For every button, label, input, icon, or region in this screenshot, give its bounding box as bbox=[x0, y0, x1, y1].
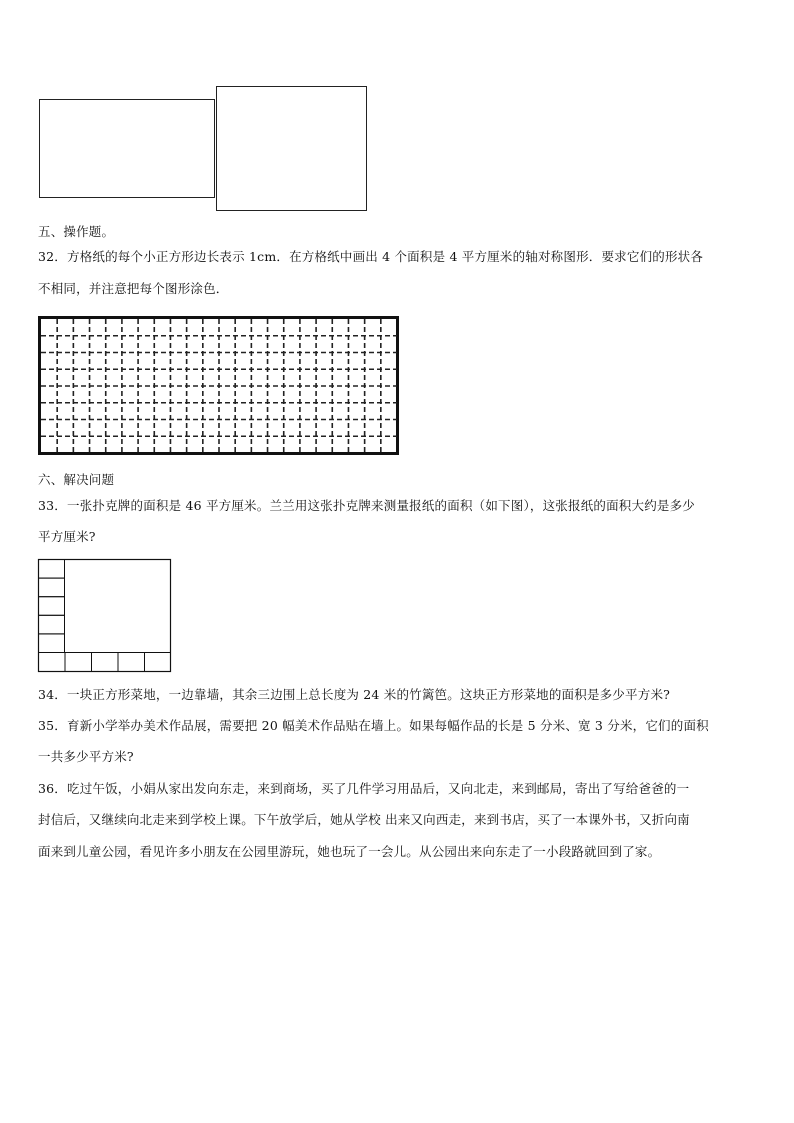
grid-paper bbox=[38, 316, 400, 456]
playing-card bbox=[92, 653, 119, 672]
newspaper-measure-diagram bbox=[38, 559, 172, 673]
question-35-line-1: 35．育新小学举办美术作品展，需要把 20 幅美术作品贴在墙上。如果每幅作品的长是 5 分米、宽 3 分米，它们的面积 bbox=[38, 718, 709, 733]
question-32-line-2: 不相同，并注意把每个图形涂色． bbox=[38, 281, 229, 296]
playing-card bbox=[145, 653, 171, 672]
question-32-line-1: 32．方格纸的每个小正方形边长表示 1cm．在方格纸中画出 4 个面积是 4 平方厘米的轴对称图形．要求它们的形状各 bbox=[38, 249, 704, 264]
playing-card bbox=[39, 653, 66, 672]
question-33-line-2: 平方厘米? bbox=[38, 529, 96, 544]
question-34-line-1: 34．一块正方形菜地，一边靠墙，其余三边围上总长度为 24 米的竹篱笆。这块正方形菜地的面积是多少平方米? bbox=[38, 687, 671, 702]
playing-card bbox=[39, 597, 65, 616]
playing-card bbox=[65, 653, 92, 672]
playing-card bbox=[39, 578, 65, 597]
playing-card bbox=[39, 634, 65, 653]
figure-rectangle-right bbox=[216, 86, 367, 211]
question-36-line-3: 面来到儿童公园，看见许多小朋友在公园里游玩，她也玩了一会儿。从公园出来向东走了一小段路就回到了家。 bbox=[38, 844, 661, 859]
question-36-line-2: 封信后，又继续向北走来到学校上课。下午放学后，她从学校 出来又向西走，来到书店，买了一本课外书，又折向南 bbox=[38, 812, 690, 827]
section-5-heading: 五、操作题。 bbox=[38, 224, 115, 239]
playing-card bbox=[39, 615, 65, 634]
section-6-heading: 六、解决问题 bbox=[38, 472, 115, 487]
question-33-line-1: 33．一张扑克牌的面积是 46 平方厘米。兰兰用这张扑克牌来测量报纸的面积（如下图），这张报纸的面积大约是多少 bbox=[38, 498, 696, 513]
figure-rectangle-left bbox=[39, 99, 215, 198]
question-36-line-1: 36．吃过午饭，小娟从家出发向东走，来到商场，买了几件学习用品后，又向北走，来到邮局，寄出了写给爸爸的一 bbox=[38, 781, 690, 796]
playing-card bbox=[39, 560, 65, 579]
question-35-line-2: 一共多少平方米? bbox=[38, 749, 134, 764]
playing-card bbox=[118, 653, 145, 672]
